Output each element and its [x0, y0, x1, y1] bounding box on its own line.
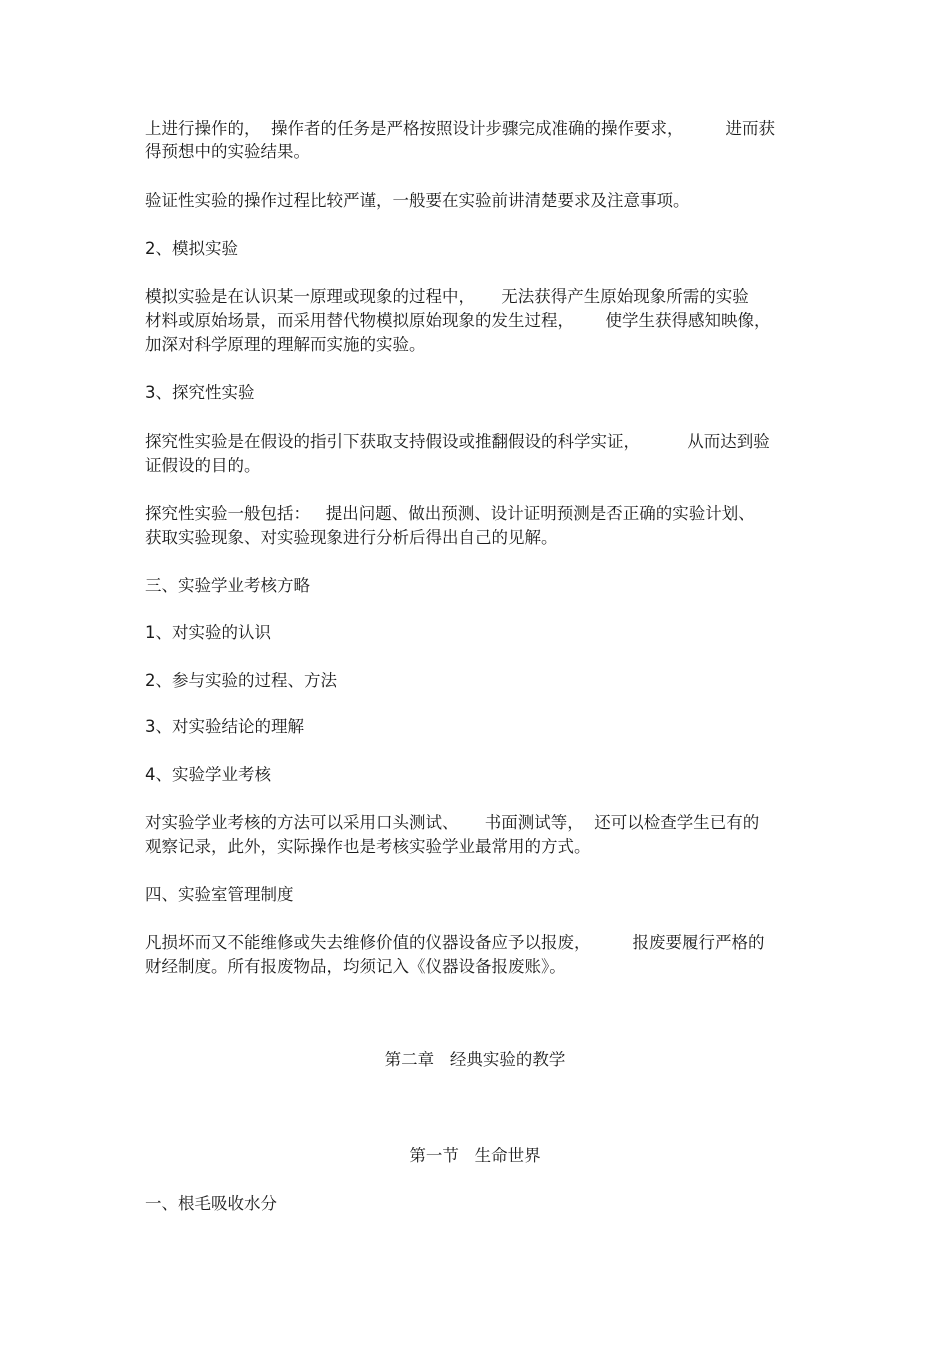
section-title: 第一节 生命世界	[409, 1146, 541, 1165]
text-line: 得预想中的实验结果。	[145, 142, 310, 161]
section-heading: 3、对实验结论的理解	[145, 717, 304, 736]
text-line: 观察记录，此外，实际操作也是考核实验学业最常用的方式。	[145, 837, 591, 856]
text-line: 加深对科学原理的理解而实施的实验。	[145, 335, 426, 354]
section-heading: 2、参与实验的过程、方法	[145, 671, 337, 690]
text-line: 材料或原始场景，而采用替代物模拟原始现象的发生过程， 使学生获得感知映像，	[145, 311, 771, 330]
text-line: 上进行操作的， 操作者的任务是严格按照设计步骤完成准确的操作要求， 进而获	[145, 119, 775, 138]
text-line: 探究性实验是在假设的指引下获取支持假设或推翻假设的科学实证， 从而达到验	[145, 432, 770, 451]
text-line: 证假设的目的。	[145, 456, 261, 475]
section-heading: 四、实验室管理制度	[145, 885, 294, 904]
section-heading: 2、模拟实验	[145, 239, 238, 258]
text-line: 财经制度。所有报废物品，均须记入《仪器设备报废账》。	[145, 957, 566, 976]
text-line: 对实验学业考核的方法可以采用口头测试、 书面测试等， 还可以检查学生已有的	[145, 813, 760, 832]
text-line: 凡损坏而又不能维修或失去维修价值的仪器设备应予以报废， 报废要履行严格的	[145, 933, 765, 952]
chapter-title: 第二章 经典实验的教学	[384, 1050, 566, 1069]
text-line: 模拟实验是在认识某一原理或现象的过程中， 无法获得产生原始现象所需的实验	[145, 287, 749, 306]
text-line: 探究性实验一般包括： 提出问题、做出预测、设计证明预测是否正确的实验计划、	[145, 504, 755, 523]
section-heading: 一、根毛吸收水分	[145, 1194, 277, 1213]
section-heading: 3、探究性实验	[145, 383, 255, 402]
text-line: 获取实验现象、对实验现象进行分析后得出自己的见解。	[145, 528, 558, 547]
section-heading: 三、实验学业考核方略	[145, 576, 310, 595]
section-heading: 1、对实验的认识	[145, 623, 271, 642]
text-line: 验证性实验的操作过程比较严谨，一般要在实验前讲清楚要求及注意事项。	[145, 191, 690, 210]
section-heading: 4、实验学业考核	[145, 765, 271, 784]
